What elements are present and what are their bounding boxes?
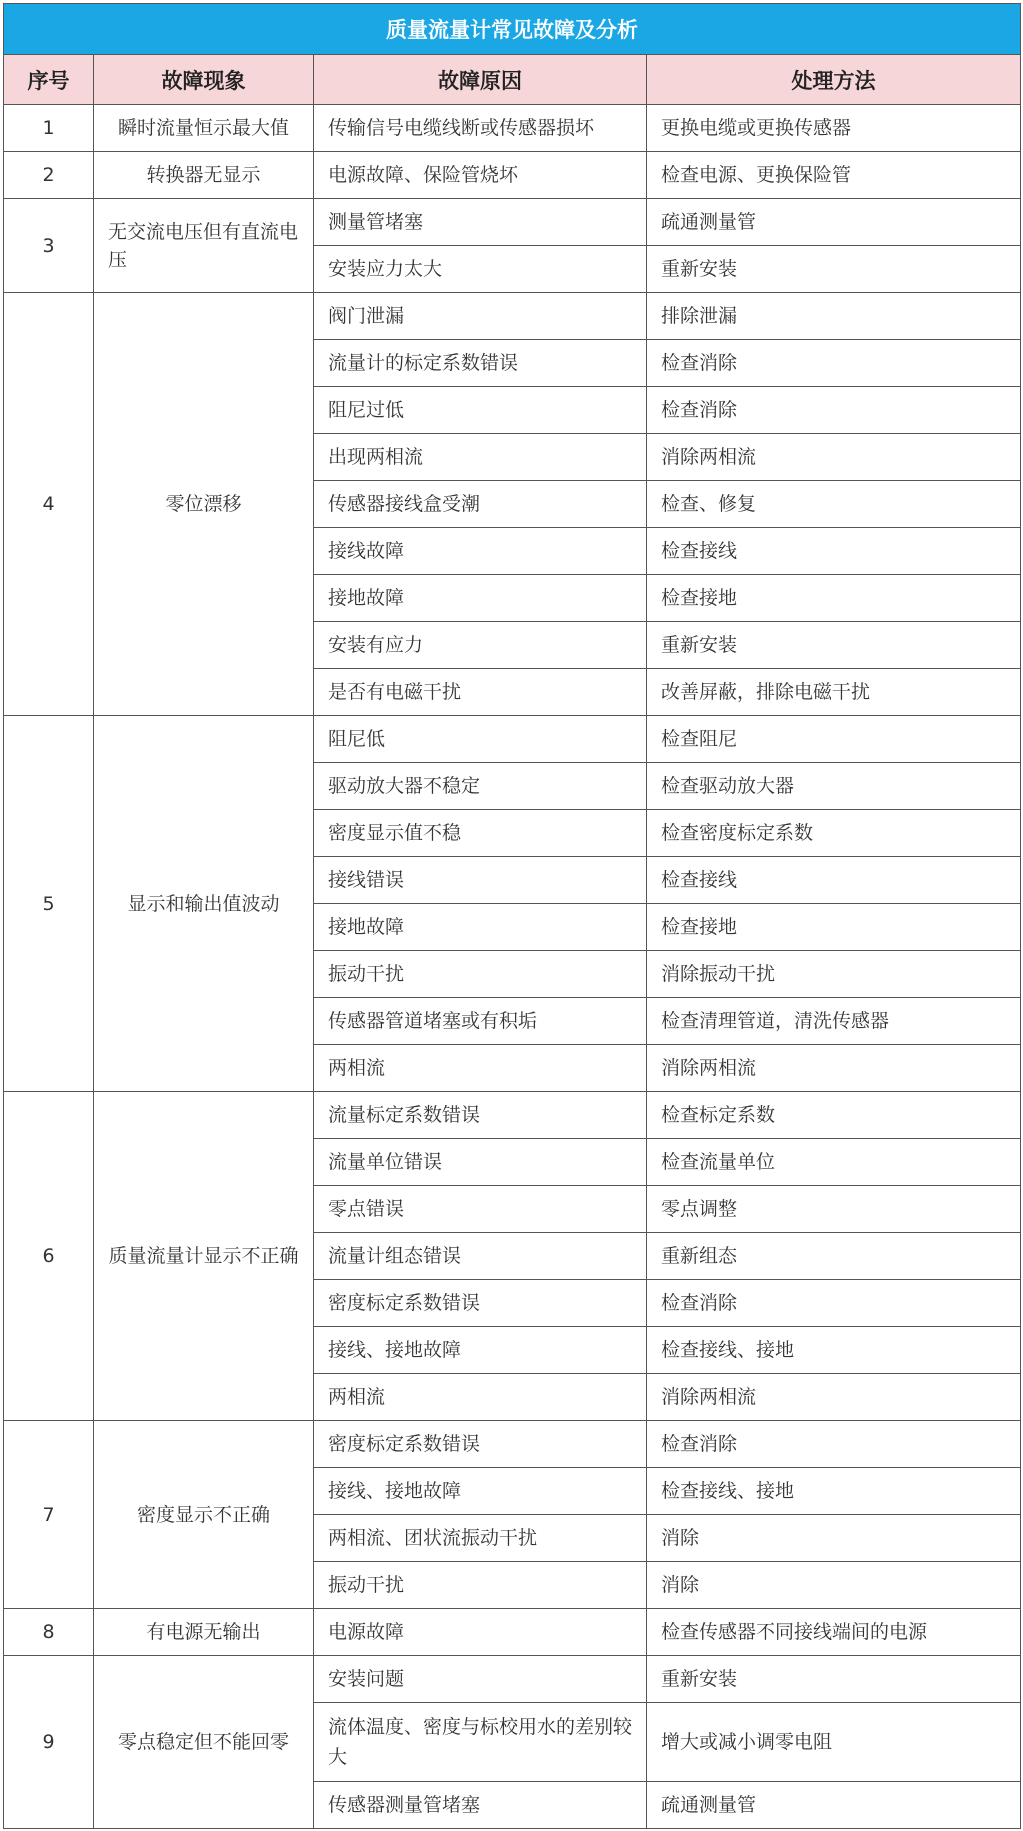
fault-cause: 出现两相流 [314,434,647,481]
fault-symptom: 无交流电压但有直流电压 [94,199,314,293]
fault-fix: 重新安装 [647,246,1021,293]
table-row [4,199,1021,246]
fault-cause: 传感器测量管堵塞 [314,1782,647,1829]
fault-cause: 安装有应力 [314,622,647,669]
fault-cause: 测量管堵塞 [314,199,647,246]
fault-cause: 密度显示值不稳 [314,810,647,857]
fault-cause: 流量计组态错误 [314,1233,647,1280]
fault-symptom: 转换器无显示 [94,152,314,199]
fault-symptom: 瞬时流量恒示最大值 [94,105,314,152]
fault-analysis-table [3,3,1021,1829]
fault-cause: 接线、接地故障 [314,1468,647,1515]
fault-fix: 检查消除 [647,1421,1021,1468]
fault-cause: 阀门泄漏 [314,293,647,340]
fault-symptom: 有电源无输出 [94,1609,314,1656]
fault-fix: 检查接地 [647,575,1021,622]
fault-cause: 零点错误 [314,1186,647,1233]
fault-fix: 排除泄漏 [647,293,1021,340]
fault-fix: 检查接线、接地 [647,1468,1021,1515]
fault-cause: 两相流、团状流振动干扰 [314,1515,647,1562]
row-number: 4 [4,293,94,716]
fault-symptom: 零点稳定但不能回零 [94,1656,314,1829]
fault-cause: 流体温度、密度与标校用水的差别较大 [314,1703,647,1782]
table-row [4,1656,1021,1703]
row-number: 9 [4,1656,94,1829]
fault-cause: 接线故障 [314,528,647,575]
fault-fix: 增大或减小调零电阻 [647,1703,1021,1782]
fault-fix: 消除 [647,1562,1021,1609]
fault-symptom: 质量流量计显示不正确 [94,1092,314,1421]
row-number: 2 [4,152,94,199]
table-row [4,1421,1021,1468]
fault-fix: 消除两相流 [647,434,1021,481]
fault-fix: 检查驱动放大器 [647,763,1021,810]
row-number: 7 [4,1421,94,1609]
fault-fix: 疏通测量管 [647,199,1021,246]
fault-fix: 零点调整 [647,1186,1021,1233]
row-number: 1 [4,105,94,152]
fault-fix: 检查密度标定系数 [647,810,1021,857]
row-number: 6 [4,1092,94,1421]
fault-cause: 密度标定系数错误 [314,1280,647,1327]
fault-symptom: 显示和输出值波动 [94,716,314,1092]
fault-symptom: 零位漂移 [94,293,314,716]
fault-cause: 是否有电磁干扰 [314,669,647,716]
fault-fix: 重新组态 [647,1233,1021,1280]
fault-fix: 检查、修复 [647,481,1021,528]
fault-fix: 检查接地 [647,904,1021,951]
table-row [4,105,1021,152]
fault-fix: 疏通测量管 [647,1782,1021,1829]
fault-fix: 检查接线、接地 [647,1327,1021,1374]
fault-cause: 两相流 [314,1374,647,1421]
fault-cause: 安装问题 [314,1656,647,1703]
row-number: 8 [4,1609,94,1656]
fault-cause: 阻尼低 [314,716,647,763]
fault-cause: 两相流 [314,1045,647,1092]
fault-cause: 振动干扰 [314,951,647,998]
fault-cause: 电源故障 [314,1609,647,1656]
fault-fix: 检查消除 [647,387,1021,434]
fault-cause: 阻尼过低 [314,387,647,434]
fault-fix: 检查接线 [647,528,1021,575]
fault-fix: 消除两相流 [647,1045,1021,1092]
fault-cause: 接线、接地故障 [314,1327,647,1374]
header-cause: 故障原因 [314,55,647,105]
fault-fix: 消除振动干扰 [647,951,1021,998]
fault-fix: 检查流量单位 [647,1139,1021,1186]
fault-fix: 检查传感器不同接线端间的电源 [647,1609,1021,1656]
header-fix: 处理方法 [647,55,1021,105]
header-num: 序号 [4,55,94,105]
fault-fix: 检查清理管道，清洗传感器 [647,998,1021,1045]
fault-fix: 检查接线 [647,857,1021,904]
fault-fix: 检查消除 [647,1280,1021,1327]
fault-fix: 重新安装 [647,1656,1021,1703]
fault-cause: 接地故障 [314,575,647,622]
fault-cause: 接地故障 [314,904,647,951]
fault-fix: 检查消除 [647,340,1021,387]
fault-cause: 流量计的标定系数错误 [314,340,647,387]
fault-cause: 驱动放大器不稳定 [314,763,647,810]
fault-cause: 振动干扰 [314,1562,647,1609]
fault-fix: 检查电源、更换保险管 [647,152,1021,199]
fault-cause: 传感器接线盒受潮 [314,481,647,528]
fault-cause: 电源故障、保险管烧坏 [314,152,647,199]
fault-cause: 密度标定系数错误 [314,1421,647,1468]
fault-fix: 更换电缆或更换传感器 [647,105,1021,152]
fault-cause: 接线错误 [314,857,647,904]
table-row [4,716,1021,763]
fault-fix: 消除 [647,1515,1021,1562]
fault-cause: 流量标定系数错误 [314,1092,647,1139]
table-row [4,1092,1021,1139]
fault-symptom: 密度显示不正确 [94,1421,314,1609]
header-row [4,55,1021,105]
fault-fix: 检查标定系数 [647,1092,1021,1139]
row-number: 5 [4,716,94,1092]
fault-cause: 流量单位错误 [314,1139,647,1186]
fault-fix: 重新安装 [647,622,1021,669]
fault-cause: 传感器管道堵塞或有积垢 [314,998,647,1045]
fault-fix: 消除两相流 [647,1374,1021,1421]
table-row [4,152,1021,199]
fault-cause: 传输信号电缆线断或传感器损坏 [314,105,647,152]
header-symptom: 故障现象 [94,55,314,105]
row-number: 3 [4,199,94,293]
fault-fix: 检查阻尼 [647,716,1021,763]
table-row [4,293,1021,340]
table-body [4,105,1021,1829]
table-row [4,1609,1021,1656]
fault-fix: 改善屏蔽，排除电磁干扰 [647,669,1021,716]
table-title: 质量流量计常见故障及分析 [4,4,1021,55]
fault-cause: 安装应力太大 [314,246,647,293]
